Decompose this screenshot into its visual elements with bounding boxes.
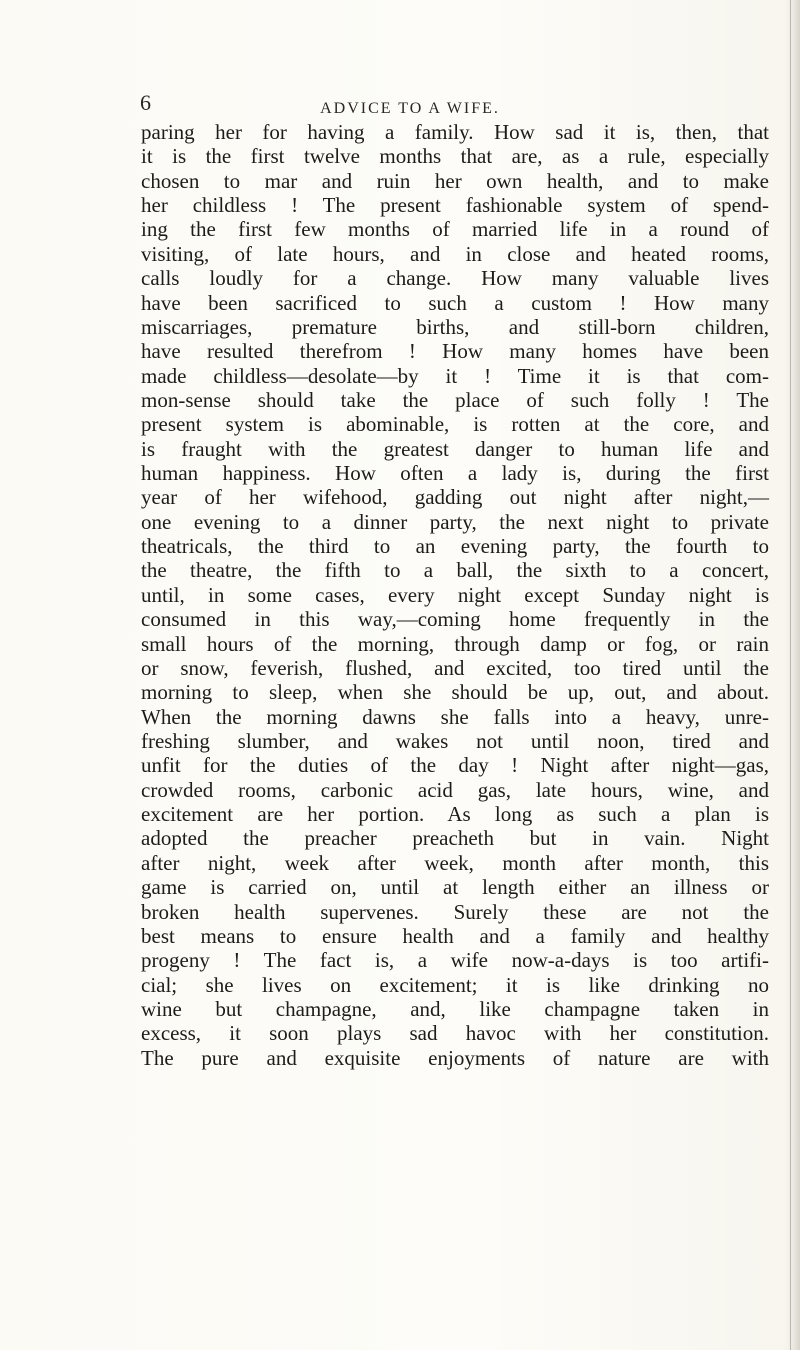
text-line: one evening to a dinner party, the next night to private [141,509,769,534]
text-line: have resulted therefrom ! How many homes have been [141,339,769,364]
text-line: visiting, of late hours, and in close and heated rooms, [141,241,769,266]
text-line: human happiness. How often a lady is, during the first [141,461,769,486]
text-line: ing the first few months of married life in a round of [141,217,769,242]
text-line: miscarriages, premature births, and still-born children, [141,314,769,339]
page-edge-shadow [786,0,800,1350]
page-number: 6 [140,90,151,115]
text-line: crowded rooms, carbonic acid gas, late hours, wine, and [141,777,769,802]
text-line: or snow, feverish, flushed, and excited, too tired until the [141,655,769,680]
text-line: adopted the preacher preacheth but in vain. Night [141,826,769,851]
text-line: morning to sleep, when she should be up, out, and about. [141,680,769,705]
text-line: progeny ! The fact is, a wife now-a-days is too artifi- [141,948,769,973]
text-line: calls loudly for a change. How many valuable lives [141,266,769,291]
page-edge-line [790,0,791,1350]
text-line: cial; she lives on excitement; it is like drinking no [141,972,769,997]
text-line: her childless ! The present fashionable system of spend- [141,193,769,218]
text-line: wine but champagne, and, like champagne taken in [141,996,769,1021]
body-text [141,120,769,1070]
text-line: When the morning dawns she falls into a heavy, unre- [141,704,769,729]
running-title: ADVICE TO A WIFE. [320,100,500,117]
text-line: have been sacrificed to such a custom ! How many [141,290,769,315]
text-line: theatricals, the third to an evening party, the fourth to [141,534,769,559]
text-line: The pure and exquisite enjoyments of nature are with [141,1045,769,1070]
text-line: small hours of the morning, through damp or fog, or rain [141,631,769,656]
text-line: the theatre, the fifth to a ball, the sixth to a concert, [141,558,769,583]
text-line: year of her wifehood, gadding out night after night,— [141,485,769,510]
text-line: excitement are her portion. As long as such a plan is [141,802,769,827]
text-line: best means to ensure health and a family and healthy [141,923,769,948]
text-line: after night, week after week, month after month, this [141,850,769,875]
text-line: excess, it soon plays sad havoc with her constitution. [141,1021,769,1046]
text-line: freshing slumber, and wakes not until noon, tired and [141,728,769,753]
text-line: present system is abominable, is rotten at the core, and [141,412,769,437]
text-line: unfit for the duties of the day ! Night after night—gas, [141,753,769,778]
text-line: it is the first twelve months that are, as a rule, especially [141,144,769,169]
text-line: is fraught with the greatest danger to human life and [141,436,769,461]
text-line: game is carried on, until at length either an illness or [141,875,769,900]
text-line: paring her for having a family. How sad it is, then, that [141,120,769,144]
text-line: chosen to mar and ruin her own health, and to make [141,168,769,193]
text-line: made childless—desolate—by it ! Time it is that com- [141,363,769,388]
text-line: mon-sense should take the place of such folly ! The [141,387,769,412]
text-line: consumed in this way,—coming home frequently in the [141,607,769,632]
text-line: broken health supervenes. Surely these are not the [141,899,769,924]
text-line: until, in some cases, every night except Sunday night is [141,582,769,607]
